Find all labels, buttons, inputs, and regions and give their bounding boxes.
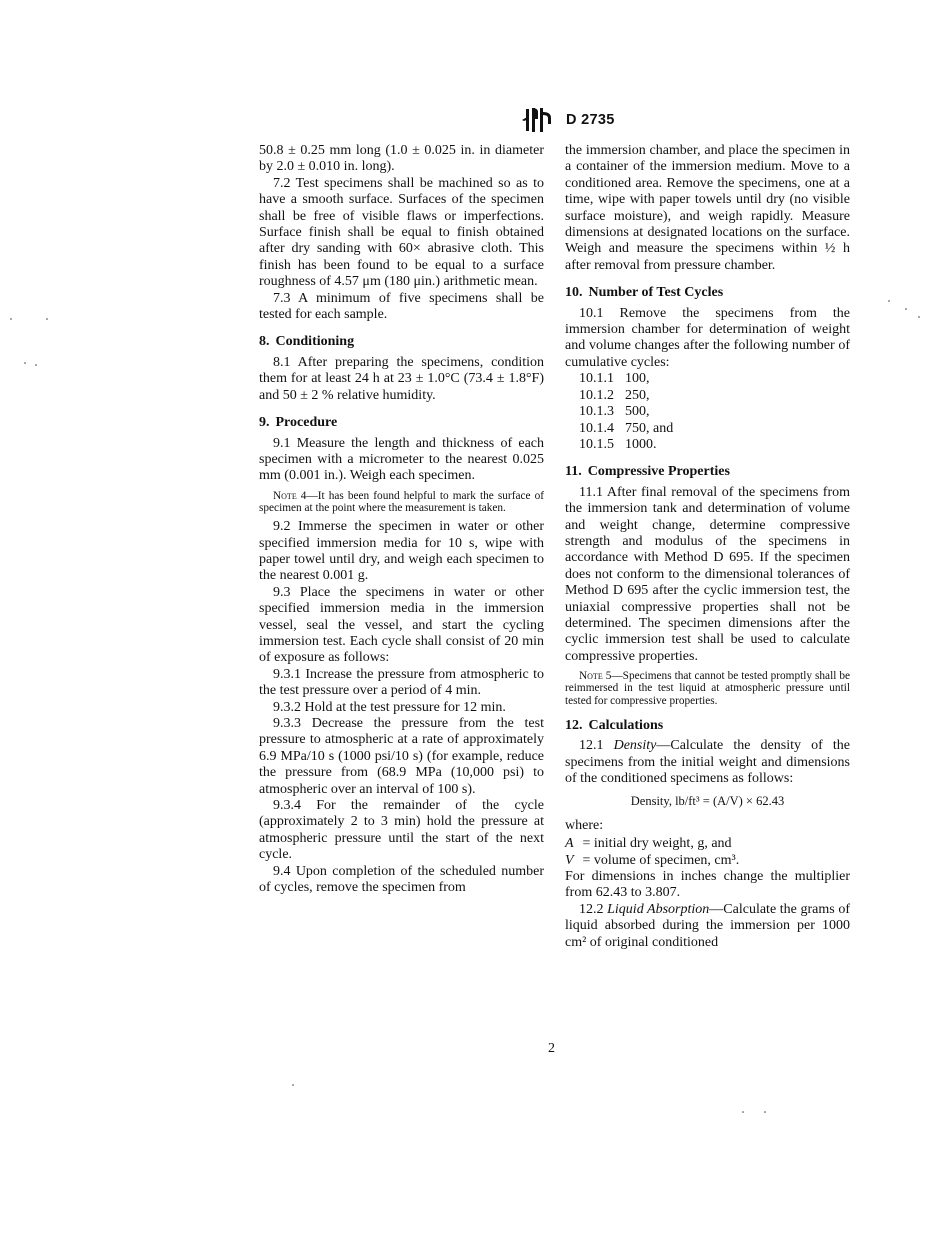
section-number: 11. — [565, 464, 582, 480]
list-item: 10.1.2 250, — [579, 387, 650, 403]
left-column — [259, 143, 544, 896]
scan-speck — [742, 1111, 744, 1113]
definition-v: V = volume of specimen, cm³. — [565, 852, 740, 868]
section-heading-9 — [259, 415, 544, 431]
section-title: Procedure — [275, 415, 338, 431]
section-heading-10 — [565, 285, 850, 301]
term-liquid-absorption: Liquid Absorption — [607, 901, 710, 917]
paragraph-9-3: 9.3 Place the specimens in water or other specified immersion media in the immersion vessel, seal the vessel, and start the cycling immersion test. Each cycle shall consist of 20 min of exposure as follows: — [259, 584, 544, 666]
where-label: where: — [565, 817, 604, 833]
paragraph-9-4: 9.4 Upon completion of the scheduled number of cycles, remove the specimen from — [259, 863, 544, 896]
variable-definitions — [565, 836, 850, 869]
section-number: 10. — [565, 285, 583, 301]
paragraph-9-3-4: 9.3.4 For the remainder of the cycle (approximately 2 to 3 min) hold the pressure at atmospheric pressure until the start of the next cycle. — [259, 798, 544, 863]
paragraph-9-3-3: 9.3.3 Decrease the pressure from the test pressure to atmospheric at a rate of approximately 6.9 MPa/10 s (1000 psi/10 s) (for example, reduce the pressure from (68.9 MPa (10,000 psi) to atmospheric over an interval of 100 s). — [259, 716, 544, 797]
note-label: Note 5 — [579, 670, 612, 683]
paragraph-9-1: 9.1 Measure the length and thickness of each specimen with a micrometer to the nearest 0.025 mm (0.001 in.). Weigh each specimen. — [259, 435, 544, 484]
paragraph-12-1: 12.1 Density—Calculate the density of the specimens from the initial weight and dimensions of the conditioned specimens as follows: — [565, 738, 850, 787]
inch-multiplier-note: For dimensions in inches change the multiplier from 62.43 to 3.807. — [565, 869, 850, 901]
note-text: —It has been found helpful to mark the surface of specimen at the point where the measurement is taken. — [259, 489, 544, 514]
paragraph-10-1: 10.1 Remove the specimens from the immersion chamber for determination of weight and volume changes after the following number of cumulative cycles: — [565, 305, 850, 370]
scan-speck — [888, 300, 890, 302]
scan-speck — [764, 1111, 766, 1113]
scan-speck — [918, 316, 920, 318]
section-title: Compressive Properties — [587, 464, 730, 480]
right-column — [565, 143, 850, 951]
standard-designation: D 2735 — [566, 112, 615, 128]
section-heading-12 — [565, 718, 850, 734]
section-heading-11 — [565, 464, 850, 480]
paragraph-9-4-continued: the immersion chamber, and place the specimen in a container of the immersion medium. Move to a conditioned area. Remove the specimens, one at a time, wipe with paper towels until dry (no visible surface moisture), and weigh rapidly. Measure dimensions at designated locations on the surface. Weigh and measure the specimens within ½ h after removal from pressure chamber. — [565, 143, 850, 273]
note-label: Note 4 — [273, 489, 307, 502]
scan-speck — [10, 318, 12, 320]
scan-speck — [292, 1084, 294, 1086]
section-heading-8 — [259, 334, 544, 350]
list-item: 10.1.4 750, and — [579, 420, 674, 436]
paragraph-7-1-continued: 50.8 ± 0.25 mm long (1.0 ± 0.025 in. in diameter by 2.0 ± 0.010 in. long). — [259, 143, 544, 175]
section-number: 9. — [259, 415, 270, 431]
section-number: 12. — [565, 717, 583, 733]
section-title: Calculations — [588, 717, 664, 733]
section-number: 8. — [259, 334, 270, 350]
page-header — [520, 106, 615, 134]
definition-a: A = initial dry weight, g, and — [565, 836, 732, 852]
note-4 — [259, 490, 544, 514]
list-item: 10.1.3 500, — [579, 404, 650, 420]
density-equation: Density, lb/ft³ = (A/V) × 62.43 — [630, 794, 785, 809]
page-number: 2 — [548, 1041, 555, 1056]
list-item: 10.1.1 100, — [579, 371, 650, 387]
list-item: 10.1.5 1000. — [579, 436, 657, 452]
paragraph-9-3-2: 9.3.2 Hold at the test pressure for 12 min. — [273, 699, 506, 715]
scan-speck — [24, 362, 26, 364]
paragraph-11-1: 11.1 After final removal of the specimens from the immersion tank and determination of volume and weight change, determine compressive strength and modulus of the specimens in accordance with Method D 695. If the specimen does not conform to the dimensional tolerances of Method D 695 after the cyclic immersion test, the uniaxial compressive properties shall not be determined. The specimen dimensions after the cyclic immersion test shall be used to calculate compressive properties. — [565, 484, 850, 664]
term-density: Density — [613, 738, 657, 754]
note-5 — [565, 670, 850, 707]
section-title: Conditioning — [275, 334, 355, 350]
paragraph-7-3: 7.3 A minimum of five specimens shall be tested for each sample. — [259, 290, 544, 323]
paragraph-9-2: 9.2 Immerse the specimen in water or other specified immersion media for 10 s, wipe with paper towel until dry, and weigh each specimen to the nearest 0.001 g. — [259, 519, 544, 584]
scan-speck — [905, 308, 907, 310]
section-title: Number of Test Cycles — [588, 285, 724, 301]
paragraph-7-2: 7.2 Test specimens shall be machined so as to have a smooth surface. Surfaces of the specimen shall be free of visible flaws or imperfections. Surface finish shall be equal to finish obtained after dry sanding with 60× abrasive cloth. This finish has been found to be equal to a surface roughness of 4.57 μm (180 μin.) arithmetic mean. — [259, 175, 544, 290]
cycle-list — [579, 371, 850, 453]
scan-speck — [35, 364, 37, 366]
note-text: —Specimens that cannot be tested promptly shall be reimmersed in the test liquid at atmospheric pressure until tested for compressive properties. — [565, 670, 851, 707]
paragraph-12-2: 12.2 Liquid Absorption—Calculate the grams of liquid absorbed during the immersion per 1000 cm² of original conditioned — [565, 901, 851, 950]
astm-logo-icon — [520, 106, 554, 134]
paragraph-9-3-1: 9.3.1 Increase the pressure from atmospheric to the test pressure over a period of 4 min. — [259, 666, 544, 699]
paragraph-8-1: 8.1 After preparing the specimens, condition them for at least 24 h at 23 ± 1.0°C (73.4 ± 1.8°F) and 50 ± 2 % relative humidity. — [259, 354, 544, 403]
scan-speck — [46, 318, 48, 320]
